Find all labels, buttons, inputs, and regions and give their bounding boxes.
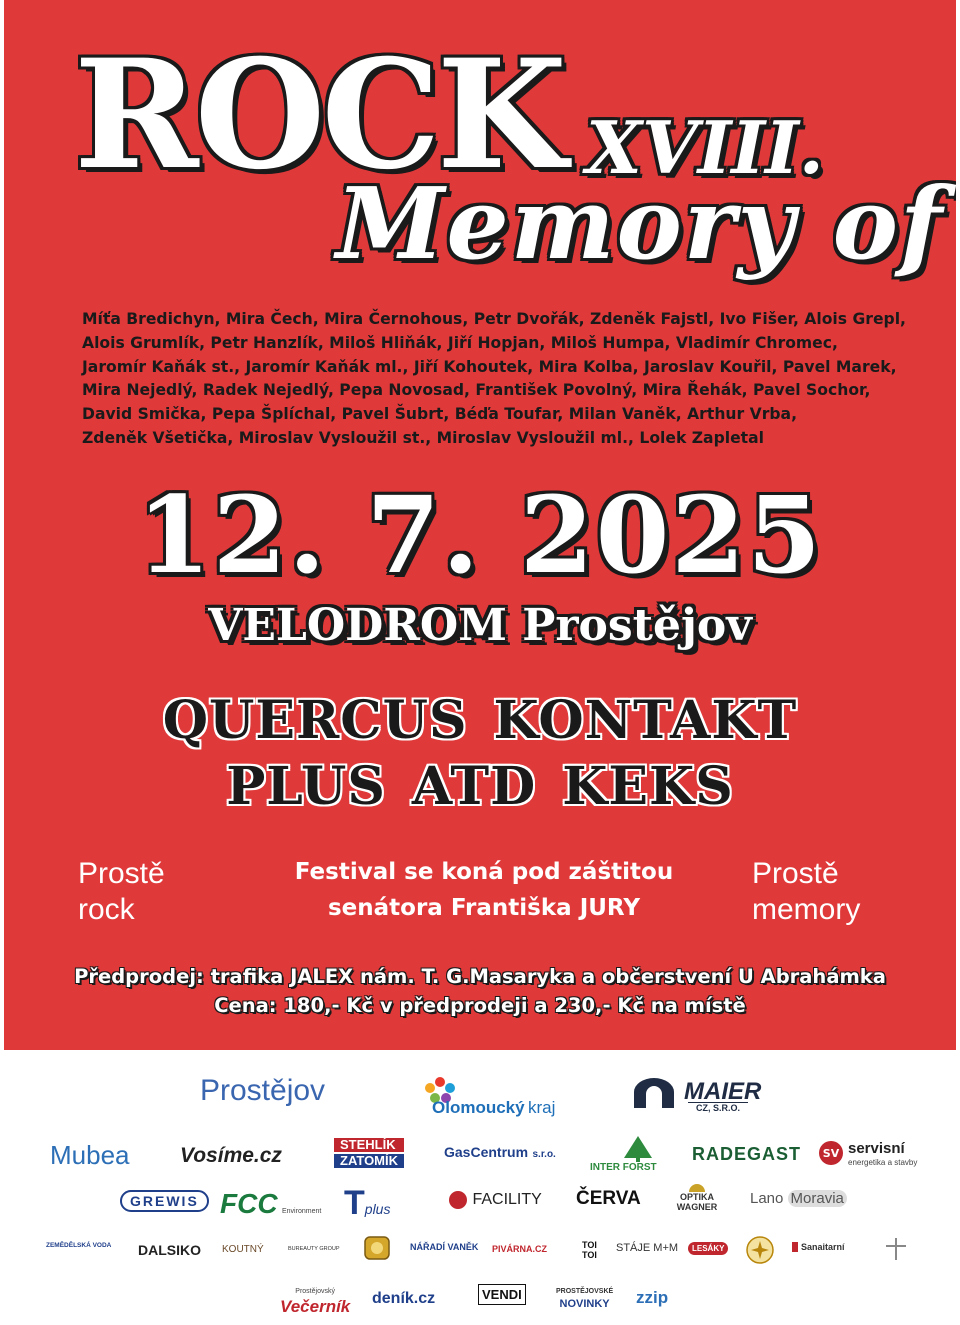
patron-line: Festival se koná pod záštitou bbox=[294, 859, 674, 885]
tree-icon bbox=[618, 1136, 658, 1162]
logo-fcc: FCC Environment bbox=[220, 1188, 322, 1219]
emblem-icon bbox=[746, 1236, 774, 1264]
band-quercus: QUERCUS bbox=[162, 690, 468, 751]
logo-sanaitarni: Sanaitarní bbox=[792, 1242, 845, 1252]
names-line: Alois Grumlík, Petr Hanzlík, Miloš Hliňák, Jiří Hopjan, Miloš Humpa, Vladimír Chromec, bbox=[82, 333, 838, 352]
sponsor-logos: Prostějov Olomoucký kraj MAIER CZ, S.R.O. Mubea Vosíme.cz STEHLÍK ZATOMÍK GasCentrum s.r.o. INTER FORST RADEGAST SV servisní energetika a stavby GREWIS FCC Environment Tplus FACILITY ČERVA OPTIKA WAGNER Lano Moravia ZEMĚDĚLSKÁ VODA DALSIKO KOUTNÝ BUREAUTY GROUP NÁŘADÍ VANĚK PIVÁRNA.CZ TOI TOI STÁJE M+M LESÁKY Sanaitarní Prostějovský Večerník deník.cz VENDI PROSTĚJOVSKÉ NOVINKY zzip bbox=[4, 1050, 956, 1325]
band-line-2 bbox=[4, 754, 956, 820]
logo-prostejovske-novinky: PROSTĚJOVSKÉ NOVINKY bbox=[556, 1288, 614, 1310]
names-line: Míťa Bredichyn, Mira Čech, Mira Černohous, Petr Dvořák, Zdeněk Fajstl, Ivo Fišer, Alois Grepl, bbox=[82, 310, 906, 328]
brand-line: Prostě bbox=[78, 857, 165, 890]
logo-zemedelska-voda: ZEMĚDĚLSKÁ VODA bbox=[46, 1242, 112, 1249]
band-plus: PLUS bbox=[226, 756, 386, 817]
event-venue: VELODROM Prostějov bbox=[208, 600, 752, 651]
names-line: Jaromír Kaňák st., Jaromír Kaňák ml., Jiří Kohoutek, Mira Kolba, Jaroslav Kouřil, Pavel Marek, bbox=[82, 357, 897, 376]
logo-stehlik-zatomik: STEHLÍK ZATOMÍK bbox=[334, 1138, 404, 1168]
band-line-1 bbox=[4, 688, 956, 754]
presale-location: Předprodej: trafika JALEX nám. T. G.Masaryka a občerstvení U Abrahámka bbox=[74, 965, 886, 988]
logo-cerva: ČERVA bbox=[576, 1188, 641, 1209]
brand-proste-rock bbox=[78, 856, 165, 928]
logo-prostejovsky-vecernik: Prostějovský Večerník bbox=[280, 1288, 351, 1316]
logo-emblem bbox=[746, 1236, 774, 1269]
band-atd: ATD bbox=[411, 756, 537, 817]
seal-badge-icon bbox=[364, 1236, 390, 1260]
ticket-price: Cena: 180,- Kč v předprodeji a 230,- Kč na místě bbox=[214, 994, 746, 1017]
names-line: Mira Nejedlý, Radek Nejedlý, Pepa Novosad, František Povolný, Mira Řehák, Pavel Sochor, bbox=[82, 381, 871, 400]
logo-seal bbox=[364, 1236, 390, 1265]
svg-text:SV: SV bbox=[822, 1147, 840, 1160]
patron-line: senátora Františka JURY bbox=[327, 895, 641, 921]
logo-vendi: VENDI bbox=[478, 1284, 526, 1305]
logo-denik: deník.cz bbox=[372, 1290, 436, 1307]
logo-mubea: Mubea bbox=[50, 1140, 130, 1170]
title-memory-of: Memory of bbox=[336, 167, 945, 282]
brand-proste-memory bbox=[752, 856, 860, 928]
logo-tplus: Tplus bbox=[344, 1184, 391, 1222]
logo-dalsiko: DALSIKO bbox=[138, 1242, 201, 1258]
logo-prostejov: Prostějov bbox=[200, 1074, 326, 1107]
memorial-names bbox=[82, 308, 906, 451]
names-line: David Smička, Pepa Šplíchal, Pavel Šubrt, Béďa Toufar, Milan Vaněk, Arthur Vrba, bbox=[82, 405, 798, 424]
band-kontakt: KONTAKT bbox=[493, 690, 798, 751]
band-lineup bbox=[4, 688, 956, 820]
cross-icon bbox=[878, 1236, 914, 1262]
logo-bureauty-group: BUREAUTY GROUP bbox=[288, 1246, 340, 1252]
logo-optika-wagner: OPTIKA WAGNER bbox=[672, 1180, 722, 1212]
names-line: Zdeněk Všetička, Miroslav Vysloužil st., Miroslav Vysloužil ml., Lolek Zapletal bbox=[82, 428, 764, 447]
optika-sun-icon bbox=[687, 1180, 707, 1192]
logo-cross bbox=[878, 1236, 914, 1267]
logo-pivarna: PIVÁRNA.CZ bbox=[492, 1244, 548, 1254]
logo-lano-moravia: Lano Moravia bbox=[750, 1190, 847, 1207]
brand-line: memory bbox=[752, 893, 861, 926]
presale-info bbox=[4, 962, 956, 1020]
poster bbox=[4, 0, 956, 1050]
logo-vosime: Vosíme.cz bbox=[180, 1144, 282, 1167]
logo-lesaky: LESÁKY bbox=[688, 1242, 728, 1255]
logo-toitoi: TOI TOI bbox=[582, 1240, 597, 1260]
logo-staje-mm: STÁJE M+M bbox=[616, 1242, 679, 1254]
logo-gascentrum: GasCentrum s.r.o. bbox=[444, 1144, 556, 1160]
brand-line: rock bbox=[78, 893, 135, 926]
title-rock: ROCK bbox=[74, 27, 564, 203]
logo-radegast: RADEGAST bbox=[692, 1144, 802, 1164]
event-date: 12. 7. 2025 bbox=[137, 472, 823, 597]
title-edition: XVIII. bbox=[586, 105, 824, 190]
patronage-text bbox=[244, 854, 724, 926]
brand-line: Prostě bbox=[752, 857, 839, 890]
sv-badge-icon bbox=[818, 1140, 844, 1166]
logo-koutny: KOUTNÝ bbox=[222, 1244, 264, 1255]
logo-facility: FACILITY bbox=[448, 1190, 542, 1210]
logo-zzip: zzip bbox=[636, 1288, 669, 1307]
logo-naradi-vanek: NÁŘADÍ VANĚK bbox=[410, 1242, 479, 1252]
band-keks: KEKS bbox=[562, 756, 734, 817]
facility-badge-icon bbox=[448, 1190, 468, 1210]
logo-grewis: GREWIS bbox=[120, 1190, 209, 1212]
maier-arch-icon bbox=[632, 1078, 676, 1108]
